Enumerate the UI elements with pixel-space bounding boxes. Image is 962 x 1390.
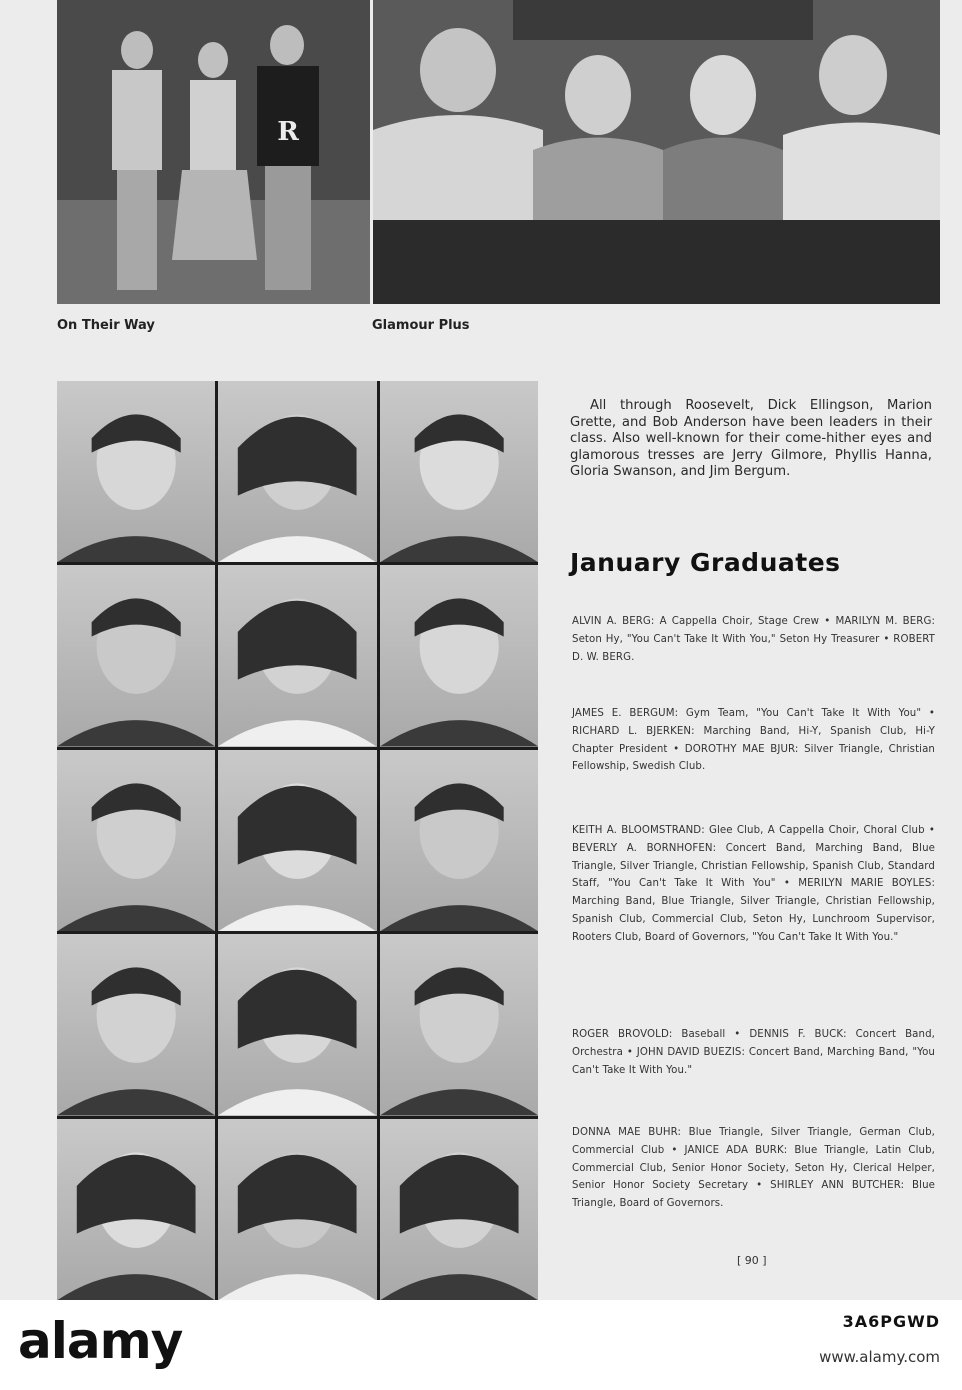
- graduate-paragraph: ROGER BROVOLD: Baseball • DENNIS F. BUCK: Concert Band, Orchestra • JOHN DAVID BUEZIS: Concert Band, Marching Band, "You Can't Take It With You.": [572, 1029, 935, 1076]
- student-portrait: [218, 750, 376, 931]
- student-portrait: [380, 381, 538, 562]
- graduate-paragraph: ALVIN A. BERG: A Cappella Choir, Stage Crew • MARILYN M. BERG: Seton Hy, "You Can't Take It With You," Seton Hy Treasurer • ROBERT D. W. BERG.: [572, 616, 935, 663]
- page-number: [ 90 ]: [737, 1254, 767, 1267]
- intro-paragraph: All through Roosevelt, Dick Ellingson, Marion Grette, and Bob Anderson have been leaders in their class. Also well-known for their come-hither eyes and glamorous tresses are Jerry Gilmore, Phyllis Hanna, Gloria Swanson, and Jim Bergum.: [570, 398, 932, 479]
- student-portrait: [57, 934, 215, 1115]
- student-portrait: [57, 381, 215, 562]
- caption-on-their-way: On Their Way: [57, 318, 155, 333]
- student-portrait: [380, 565, 538, 746]
- student-portrait: [380, 1119, 538, 1300]
- student-portrait: [57, 1119, 215, 1300]
- graduate-paragraph: KEITH A. BLOOMSTRAND: Glee Club, A Cappella Choir, Choral Club • BEVERLY A. BORNHOFEN: Concert Band, Marching Band, Blue Triangle, Silver Triangle, Christian Fellowship, Spanish Club, Standard Staff, "You Can't Take It With You" • MERILYN MARIE BOYLES: Marching Band, Blue Triangle, Silver Triangle, Christian Fellowship, Spanish Club, Commercial Club, Seton Hy, Lunchroom Supervisor, Rooters Club, Board of Governors, "You Can't Take It With You.": [572, 825, 935, 943]
- site-url[interactable]: www.alamy.com: [819, 1348, 940, 1366]
- graduate-paragraph: JAMES E. BERGUM: Gym Team, "You Can't Take It With You" • RICHARD L. BJERKEN: Marching Band, Hi-Y, Spanish Club, Hi-Y Chapter President • DOROTHY MAE BJUR: Silver Triangle, Christian Fellowship, Swedish Club.: [572, 708, 935, 773]
- portrait-grid: [57, 381, 538, 1300]
- image-id: 3A6PGWD: [842, 1312, 940, 1331]
- student-portrait: [218, 381, 376, 562]
- photo-on-their-way: [57, 0, 370, 304]
- photo-glamour-plus: [373, 0, 940, 304]
- student-portrait: [218, 1119, 376, 1300]
- student-portrait: [218, 934, 376, 1115]
- walking-students-image: [57, 0, 370, 304]
- stock-footer: [0, 1300, 962, 1390]
- student-portrait: [57, 750, 215, 931]
- section-title: January Graduates: [570, 548, 841, 577]
- student-portrait: [380, 750, 538, 931]
- student-portrait: [218, 565, 376, 746]
- seated-students-image: [373, 0, 940, 304]
- brand-logo[interactable]: alamy: [18, 1312, 183, 1370]
- graduate-paragraph: DONNA MAE BUHR: Blue Triangle, Silver Triangle, German Club, Commercial Club • JANICE ADA BURK: Blue Triangle, Latin Club, Commercial Club, Senior Honor Society, Seton Hy, Clerical Helper, Senior Honor Society Secretary • SHIRLEY ANN BUTCHER: Blue Triangle, Board of Governors.: [572, 1127, 935, 1210]
- student-portrait: [57, 565, 215, 746]
- student-portrait: [380, 934, 538, 1115]
- caption-glamour-plus: Glamour Plus: [372, 318, 470, 333]
- svg-text:R: R: [277, 117, 299, 147]
